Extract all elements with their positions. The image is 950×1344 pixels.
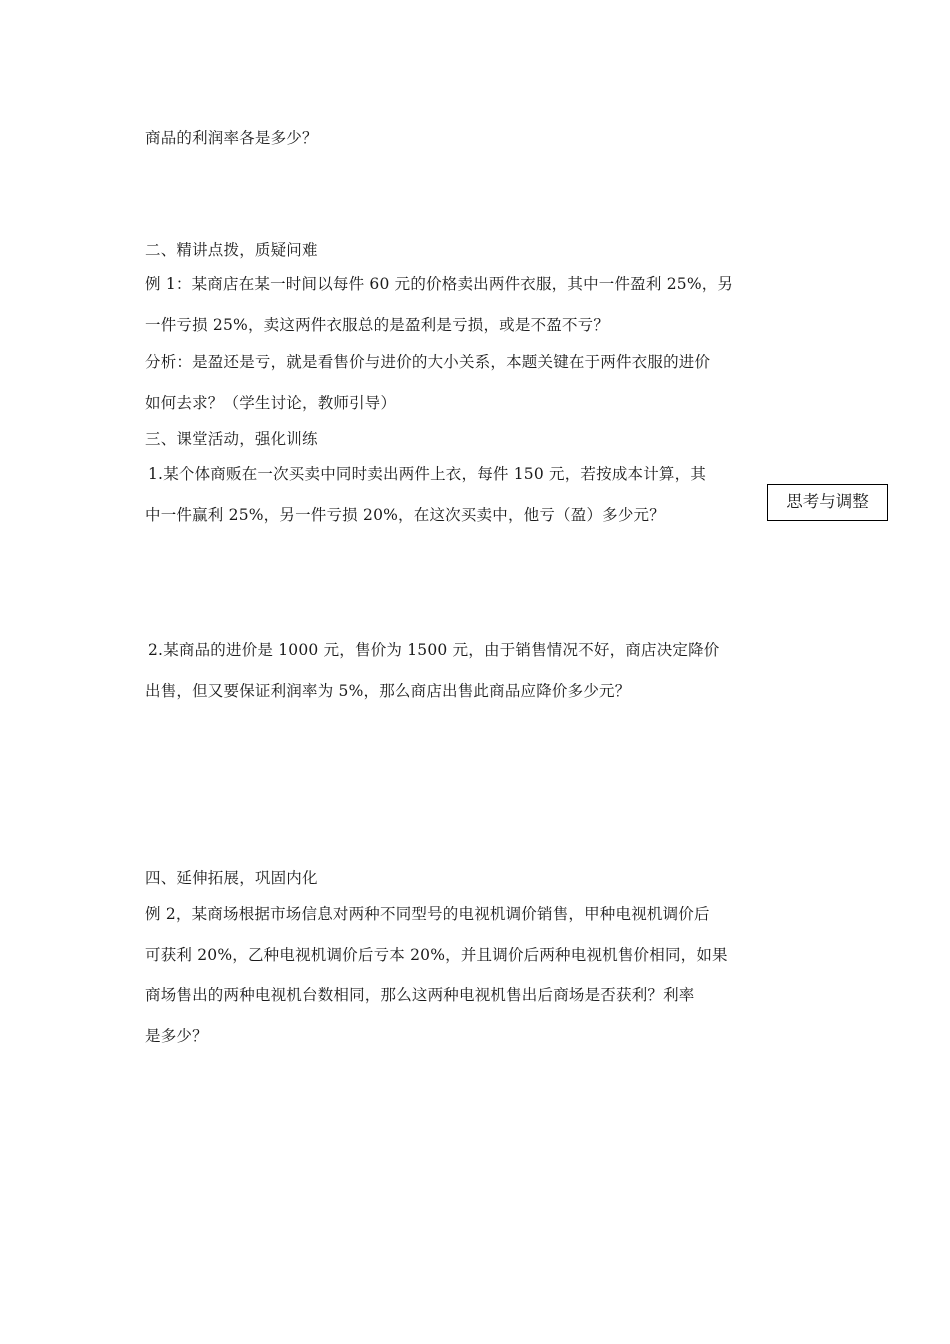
side-note-box: 思考与调整 bbox=[767, 484, 888, 521]
exercise-line: 中一件赢利 25%，另一件亏损 20%，在这次买卖中，他亏（盈）多少元？ bbox=[145, 506, 665, 524]
paragraph-line: 分析：是盈还是亏，就是看售价与进价的大小关系，本题关键在于两件衣服的进价 bbox=[145, 353, 711, 371]
section-heading: 四、延伸拓展，巩固内化 bbox=[145, 869, 318, 887]
paragraph-line: 是多少？ bbox=[145, 1027, 208, 1045]
exercise-line: 1.某个体商贩在一次买卖中同时卖出两件上衣，每件 150 元，若按成本计算，其 bbox=[148, 465, 707, 483]
paragraph-line: 如何去求？（学生讨论，教师引导） bbox=[145, 394, 397, 412]
exercise-line: 出售，但又要保证利润率为 5%，那么商店出售此商品应降价多少元？ bbox=[145, 682, 631, 700]
paragraph-line: 商场售出的两种电视机台数相同，那么这两种电视机售出后商场是否获利？利率 bbox=[145, 986, 695, 1004]
paragraph-line: 可获利 20%，乙种电视机调价后亏本 20%，并且调价后两种电视机售价相同，如果 bbox=[145, 946, 728, 964]
paragraph-line: 例 2，某商场根据市场信息对两种不同型号的电视机调价销售，甲种电视机调价后 bbox=[145, 905, 710, 923]
paragraph-line: 一件亏损 25%，卖这两件衣服总的是盈利是亏损，或是不盈不亏？ bbox=[145, 316, 610, 334]
exercise-line: 2.某商品的进价是 1000 元，售价为 1500 元，由于销售情况不好，商店决定降价 bbox=[148, 641, 720, 659]
section-heading: 二、精讲点拨，质疑问难 bbox=[145, 241, 318, 259]
section-heading: 三、课堂活动，强化训练 bbox=[145, 430, 318, 448]
paragraph-line: 例 1：某商店在某一时间以每件 60 元的价格卖出两件衣服，其中一件盈利 25%，另 bbox=[145, 275, 734, 293]
paragraph-line: 商品的利润率各是多少？ bbox=[145, 129, 318, 147]
